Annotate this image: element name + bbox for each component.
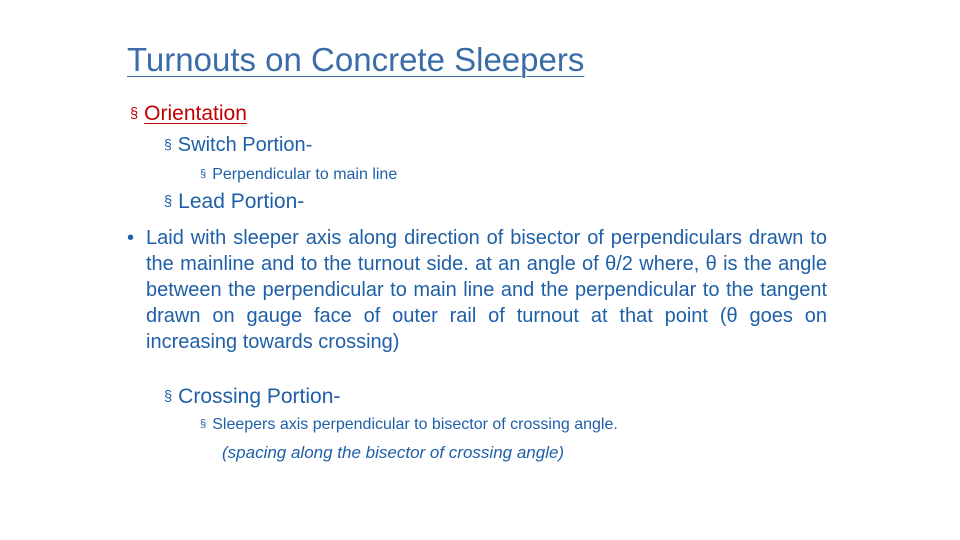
crossing-detail-text: Sleepers axis perpendicular to bisector of crossing angle. (212, 416, 618, 433)
switch-portion-item (164, 133, 312, 157)
lead-portion-label: Lead Portion- (178, 190, 305, 213)
crossing-note: (spacing along the bisector of crossing angle) (222, 443, 565, 462)
square-bullet-icon: § (200, 418, 207, 431)
orientation-item (130, 101, 247, 126)
square-bullet-icon: § (164, 193, 173, 210)
crossing-portion-item (164, 384, 340, 409)
crossing-portion-label: Crossing Portion- (178, 385, 341, 408)
square-bullet-icon: § (130, 105, 139, 122)
round-bullet-icon: • (127, 227, 135, 249)
slide-title: Turnouts on Concrete Sleepers (127, 41, 585, 78)
lead-description-item (127, 225, 827, 355)
crossing-detail-item (200, 415, 618, 434)
switch-detail-text: Perpendicular to main line (212, 166, 398, 183)
square-bullet-icon: § (164, 135, 172, 152)
switch-detail-item (200, 165, 397, 184)
lead-description-text: Laid with sleeper axis along direction of bisector of perpendiculars drawn to the mainline and to the turnout side. at an angle of θ/2 where, θ is the angle between the perpendicular to main line and the perpendicular to the tangent drawn on gauge face of outer rail of turnout at that point (θ goes on increasing towards crossing) (146, 227, 827, 353)
switch-portion-label: Switch Portion- (177, 134, 313, 156)
square-bullet-icon: § (164, 388, 173, 405)
orientation-label: Orientation (144, 102, 247, 125)
lead-portion-item (164, 189, 304, 214)
square-bullet-icon: § (200, 168, 207, 181)
